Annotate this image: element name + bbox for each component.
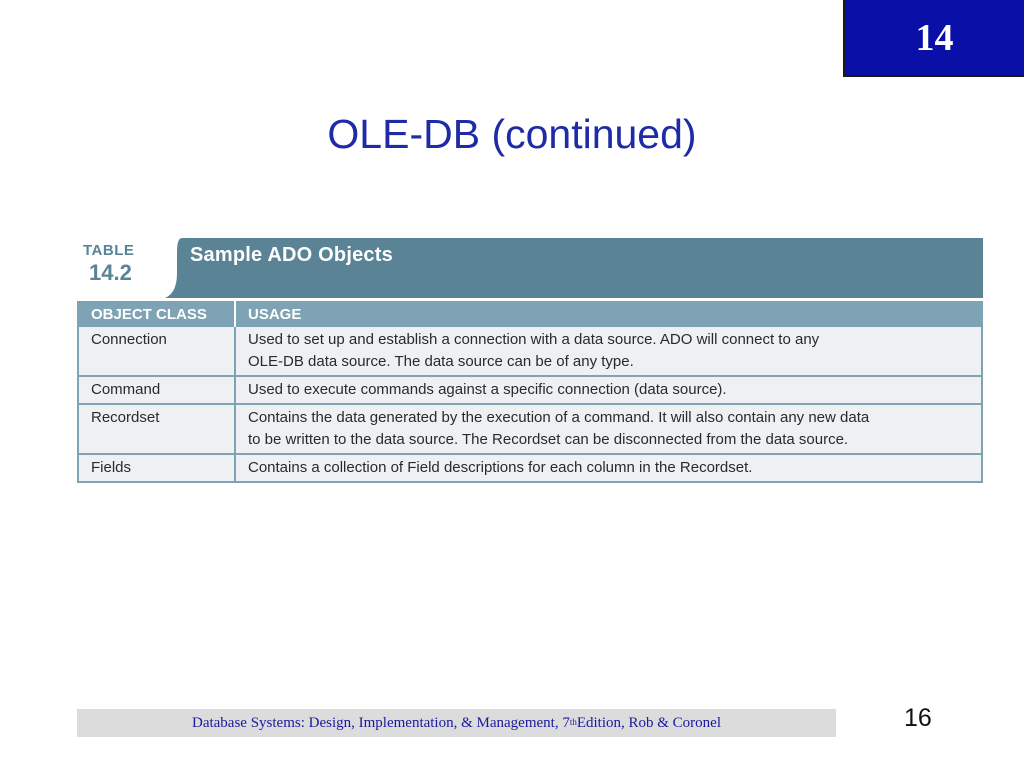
chapter-badge [843,0,1024,77]
usage-cell [235,376,982,404]
table-header [77,238,983,298]
object-class-cell: Recordset [78,404,235,454]
column-header-usage: USAGE [235,302,982,326]
table-row [78,404,982,454]
ado-objects-table [77,301,983,483]
table-label-number: 14.2 [89,260,132,285]
footer-superscript: th [569,717,577,727]
usage-line: Contains a collection of Field descriptions for each column in the Recordset. [248,459,753,476]
slide-title: OLE-DB (continued) [327,111,697,157]
table-caption: Sample ADO Objects [190,244,393,266]
usage-cell [235,454,982,482]
footer-text-after: Edition, Rob & Coronel [576,714,722,731]
footer-text-before: Database Systems: Design, Implementation, & Management, 7 [191,714,570,731]
table-row [78,376,982,404]
table-header-row [78,302,982,326]
page-number: 16 [904,704,932,732]
usage-line: Used to execute commands against a specific connection (data source). [248,381,727,398]
footer-citation [77,709,836,737]
usage-line: OLE-DB data source. The data source can be of any type. [248,353,634,370]
usage-line: Contains the data generated by the execution of a command. It will also contain any new data [248,409,870,426]
usage-cell [235,404,982,454]
table-row [78,454,982,482]
object-class-cell: Fields [78,454,235,482]
table-row [78,326,982,376]
usage-cell [235,326,982,376]
table-label-word: TABLE [83,242,135,259]
object-class-cell: Command [78,376,235,404]
chapter-number: 14 [915,16,954,59]
column-header-object-class: OBJECT CLASS [78,302,235,326]
object-class-cell: Connection [78,326,235,376]
usage-line: Used to set up and establish a connection with a data source. ADO will connect to any [248,331,820,348]
usage-line: to be written to the data source. The Recordset can be disconnected from the data source. [248,431,849,448]
